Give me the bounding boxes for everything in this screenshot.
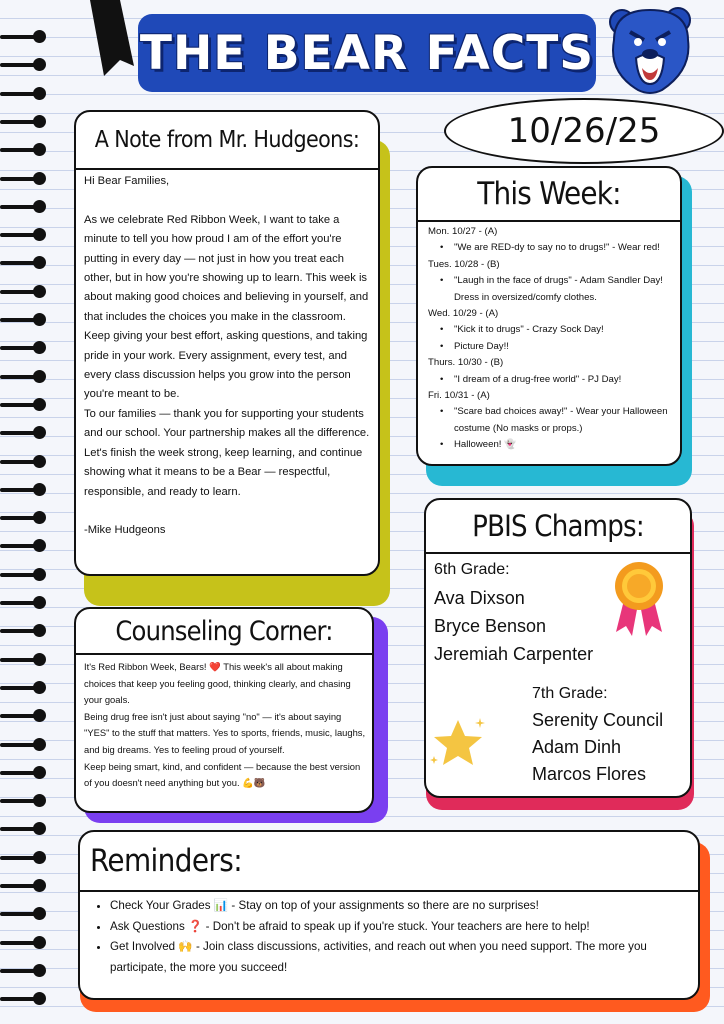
- spiral-ring: [0, 907, 46, 921]
- star-icon: [428, 712, 490, 772]
- spiral-ring: [0, 851, 46, 865]
- spiral-ring: [0, 936, 46, 950]
- this-week-title: This Week:: [418, 168, 680, 222]
- grade6-label: 6th Grade:: [434, 561, 510, 578]
- spiral-ring: [0, 766, 46, 780]
- schedule-day: Tues. 10/28 - (B): [428, 258, 500, 270]
- reminder-item: • Ask Questions ❓ - Don't be afraid to speak up if you're stuck. Your teachers are here to help!: [110, 917, 688, 938]
- spiral-ring: [0, 539, 46, 553]
- spiral-ring: [0, 794, 46, 808]
- issue-date: 10/26/25: [444, 98, 724, 164]
- spiral-ring: [0, 313, 46, 327]
- schedule-day: Thurs. 10/30 - (B): [428, 357, 504, 369]
- reminders-title: Reminders:: [80, 832, 698, 892]
- student-name: Bryce Benson: [434, 616, 547, 636]
- spiral-binding: [0, 30, 52, 1020]
- principal-note-body: Hi Bear Families, As we celebrate Red Ribbon Week, I want to take a minute to tell you how proud I am of the effort you're putting in every day — not just in how you treat each other, but in how you're showing up to learn. This week is about making good choices and believing in yourself, and that includes the choices you make in the classroom. Keep giving your best effort, asking questions, and taking pride in your work. Every assignment, every test, and every class discussion helps you grow into the person you're meant to be. To our families — thank you for supporting your students and our school. Your partnership makes all the difference. Let's finish the week strong, keep learning, and continue showing what it means to be a Bear — respectful, responsible, and ready to learn. -Mike Hudgeons: [84, 175, 370, 537]
- spiral-ring: [0, 30, 46, 44]
- schedule-event: • "We are RED-dy to say no to drugs!" - Wear red!: [428, 240, 674, 256]
- spiral-ring: [0, 143, 46, 157]
- grade7-label: 7th Grade:: [532, 685, 608, 702]
- spiral-ring: [0, 228, 46, 242]
- pbis-champs-card: [424, 498, 692, 798]
- spiral-ring: [0, 341, 46, 355]
- schedule-day: Mon. 10/27 - (A): [428, 226, 498, 237]
- schedule-event: • Halloween! 👻: [428, 437, 674, 453]
- student-name: Serenity Council: [532, 710, 664, 730]
- counseling-title: Counseling Corner:: [76, 609, 372, 655]
- spiral-ring: [0, 624, 46, 638]
- spiral-ring: [0, 172, 46, 186]
- spiral-ring: [0, 738, 46, 752]
- grade7-list: [532, 680, 663, 788]
- student-name: Ava Dixson: [434, 588, 525, 608]
- reminder-item: • Get Involved 🙌 - Join class discussions, activities, and reach out when you need support. The more you participate, the more you succeed!: [110, 937, 688, 978]
- spiral-ring: [0, 200, 46, 214]
- spiral-ring: [0, 398, 46, 412]
- spiral-ring: [0, 653, 46, 667]
- reminders-card: [78, 830, 700, 1000]
- schedule-day: Fri. 10/31 - (A): [428, 390, 490, 402]
- newsletter-title: THE BEAR FACTS: [139, 25, 595, 81]
- reminder-item: • Check Your Grades 📊 - Stay on top of your assignments so there are no surprises!: [110, 896, 688, 917]
- spiral-ring: [0, 709, 46, 723]
- spiral-ring: [0, 681, 46, 695]
- spiral-ring: [0, 511, 46, 525]
- schedule-event: • "Laugh in the face of drugs" - Adam Sandler Day! Dress in oversized/comfy clothes.: [428, 273, 674, 306]
- schedule-event: • "Kick it to drugs" - Crazy Sock Day!: [428, 322, 674, 338]
- spiral-ring: [0, 256, 46, 270]
- schedule-event: • Picture Day!!: [428, 339, 674, 355]
- spiral-ring: [0, 964, 46, 978]
- medal-icon: [610, 560, 668, 638]
- grade6-list: [434, 556, 593, 668]
- ribbon-bookmark-icon: [90, 0, 136, 80]
- spiral-ring: [0, 822, 46, 836]
- title-banner: [138, 14, 596, 92]
- spiral-ring: [0, 455, 46, 469]
- spiral-ring: [0, 879, 46, 893]
- this-week-card: [416, 166, 682, 466]
- counseling-body: It's Red Ribbon Week, Bears! ❤️ This week's all about making choices that keep you feeling good, thinking clearly, and chasing your goals. Being drug free isn't just about saying "no" — it's about saying "YES" to the stuff that matters. Yes to sports, friends, music, laughs, and big dreams. Yes to feeling proud of yourself. Keep being smart, kind, and confident — because the best version of you doesn't need anything but you. 💪🐻: [84, 661, 366, 789]
- reminders-list: [88, 896, 688, 978]
- principal-note-title: A Note from Mr. Hudgeons:: [76, 112, 378, 170]
- counseling-corner-card: [74, 607, 374, 813]
- schedule-event: • "Scare bad choices away!" - Wear your Halloween costume (No masks or props.): [428, 404, 674, 437]
- spiral-ring: [0, 568, 46, 582]
- spiral-ring: [0, 992, 46, 1006]
- spiral-ring: [0, 58, 46, 72]
- schedule-event: • "I dream of a drug-free world" - PJ Day!: [428, 372, 674, 388]
- schedule-day: Wed. 10/29 - (A): [428, 308, 499, 320]
- student-name: Marcos Flores: [532, 764, 647, 784]
- spiral-ring: [0, 115, 46, 129]
- spiral-ring: [0, 87, 46, 101]
- spiral-ring: [0, 483, 46, 497]
- student-name: Jeremiah Carpenter: [434, 644, 594, 664]
- spiral-ring: [0, 596, 46, 610]
- pbis-title: PBIS Champs:: [426, 500, 690, 554]
- principal-note-card: [74, 110, 380, 576]
- spiral-ring: [0, 285, 46, 299]
- bear-head-icon: [600, 0, 700, 96]
- schedule-list: [428, 224, 674, 454]
- spiral-ring: [0, 426, 46, 440]
- student-name: Adam Dinh: [532, 737, 622, 757]
- spiral-ring: [0, 370, 46, 384]
